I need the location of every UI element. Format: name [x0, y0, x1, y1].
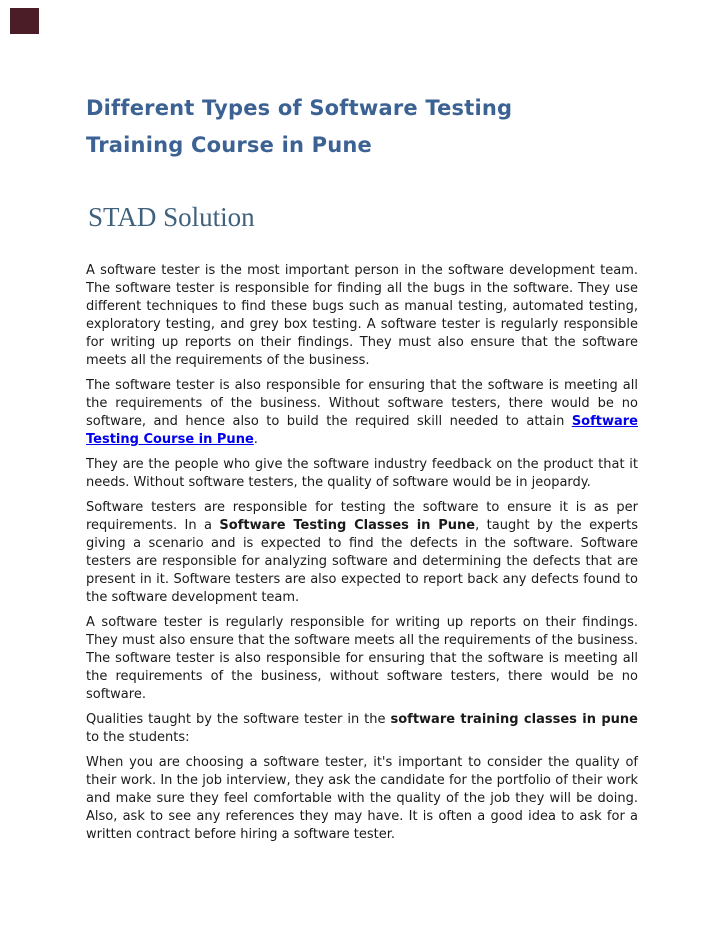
page-title-line2: Training Course in Pune — [86, 133, 372, 157]
course-link[interactable]: Software Testing Course in Pune — [86, 414, 638, 447]
page-title — [86, 90, 638, 164]
brand-logo-mark — [10, 8, 39, 34]
bold-phrase: software training classes in pune — [390, 712, 638, 727]
bold-phrase: Software Testing Classes in Pune — [219, 518, 476, 533]
paragraph — [86, 614, 638, 704]
paragraph — [86, 456, 638, 492]
brand-wordmark: STAD Solution — [88, 202, 255, 232]
page-title-line1: Different Types of Software Testing — [86, 96, 513, 120]
text-run: When you are choosing a software tester, it's important to consider the quality of their work. In the job interview, they ask the candidate for the portfolio of their work and make sure they feel comfortable with the quality of the job they will be doing. Also, ask to see any references they may have. It is often a good idea to ask for a written contract before hiring a software tester. — [86, 755, 638, 842]
text-run: , taught by the experts giving a scenario and is expected to find the defects in the software. Software testers are responsible for analyzing software and determining the defects that are present in it. Software testers are also expected to report back any defects found to the software development team. — [86, 518, 638, 605]
paragraph — [86, 377, 638, 449]
text-run: Qualities taught by the software tester in the — [86, 712, 391, 727]
text-run: Software testers are responsible for testing the software to ensure it is as per requirements. In a — [86, 500, 638, 533]
text-run: A software tester is regularly responsible for writing up reports on their findings. They must also ensure that the software meets all the requirements of the business. The software tester is also responsible for ensuring that the software is meeting all the requirements of the business, without software testers, there would be no software. — [86, 615, 638, 702]
paragraph — [86, 499, 638, 607]
text-run: The software tester is also responsible for ensuring that the software is meeting all the requirements of the business. Without software testers, there would be no software, and hence also to build the required skill needed to attain — [86, 378, 638, 429]
text-run: to the students: — [86, 730, 190, 745]
text-run: A software tester is the most important person in the software development team. The software tester is responsible for finding all the bugs in the software. They use different techniques to find these bugs such as manual testing, automated testing, exploratory testing, and grey box testing. A software tester is regularly responsible for writing up reports on their findings. They must also ensure that the software meets all the requirements of the business. — [86, 263, 638, 368]
article-body — [86, 262, 638, 844]
paragraph — [86, 754, 638, 844]
paragraph — [86, 262, 638, 370]
text-run: . — [253, 432, 258, 447]
paragraph — [86, 711, 638, 747]
text-run: They are the people who give the software industry feedback on the product that it needs. Without software testers, the quality of software would be in jeopardy. — [86, 457, 638, 490]
